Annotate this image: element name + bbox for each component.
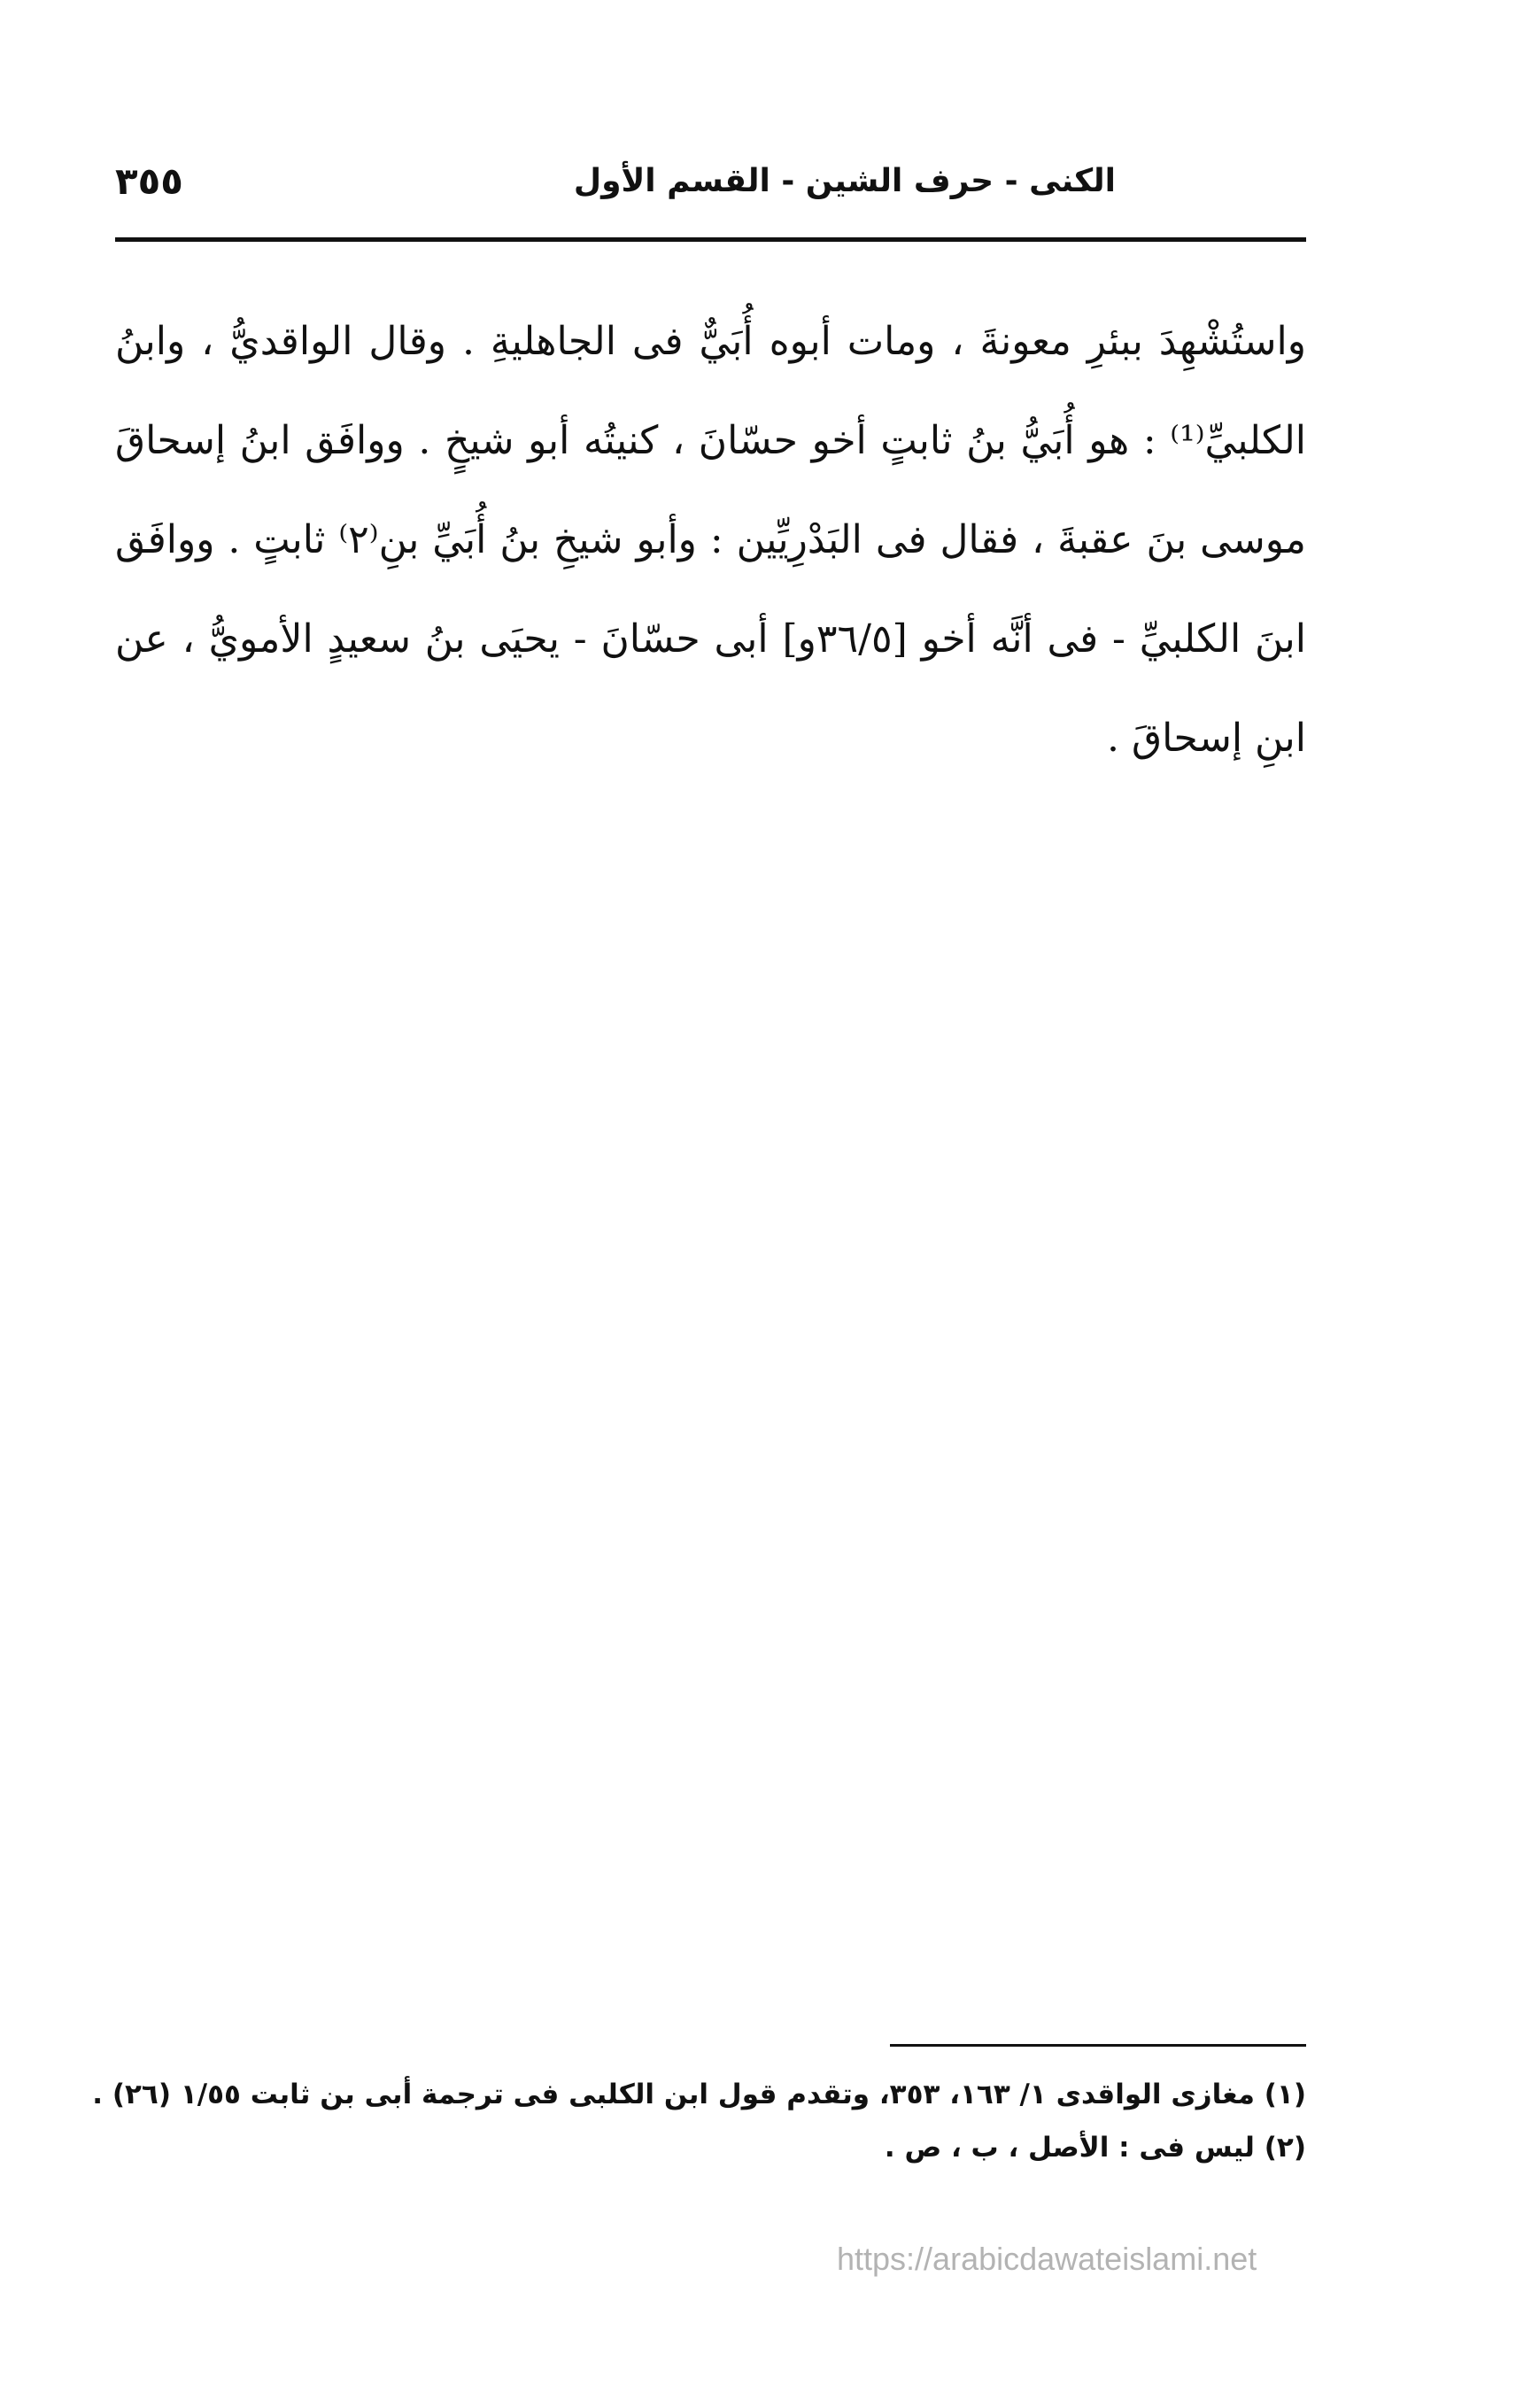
main-text: [115, 292, 1306, 788]
footnote-1: (١) مغازى الواقدى ١/ ١٦٣، ٣٥٣، وتقدم قول ابن الكلبى فى ترجمة أبى بن ثابت ١/٥٥ (٢٦) .: [92, 2079, 1306, 2110]
footnote-2: (٢) ليس فى : الأصل ، ب ، ص .: [884, 2132, 1306, 2164]
footnote-divider: [890, 2044, 1306, 2047]
running-title: الكنى - حرف الشين - القسم الأول: [573, 163, 1116, 199]
text-line: ابنِ إسحاقَ .: [1107, 716, 1306, 761]
page-number: ٣٥٥: [115, 159, 183, 203]
header-divider: [115, 237, 1306, 242]
watermark-url: https://arabicdawateislami.net: [837, 2241, 1257, 2277]
page-header: [115, 159, 1306, 221]
text-line: موسى بنَ عقبةَ ، فقال فى البَدْرِيِّين : وأبو شيخِ بنُ أُبَيِّ بنِ⁽٢⁾ ثابتٍ . ووافَق: [115, 517, 1306, 562]
text-line: ابنَ الكلبيِّ - فى أنَّه أخو [٣٦/٥و] أبى حسّانَ - يحيَى بنُ سعيدٍ الأمويُّ ، عن: [115, 616, 1306, 662]
text-line: واستُشْهِدَ ببئرِ معونةَ ، ومات أبوه أُبَيٌّ فى الجاهليةِ . وقال الواقديُّ ، وابنُ: [115, 319, 1306, 364]
footnotes: [92, 2068, 1306, 2174]
text-line: الكلبيِّ⁽¹⁾ : هو أُبَيُّ بنُ ثابتٍ أخو حسّانَ ، كنيتُه أبو شيخٍ . ووافَق ابنُ إسحاقَ: [115, 418, 1306, 463]
